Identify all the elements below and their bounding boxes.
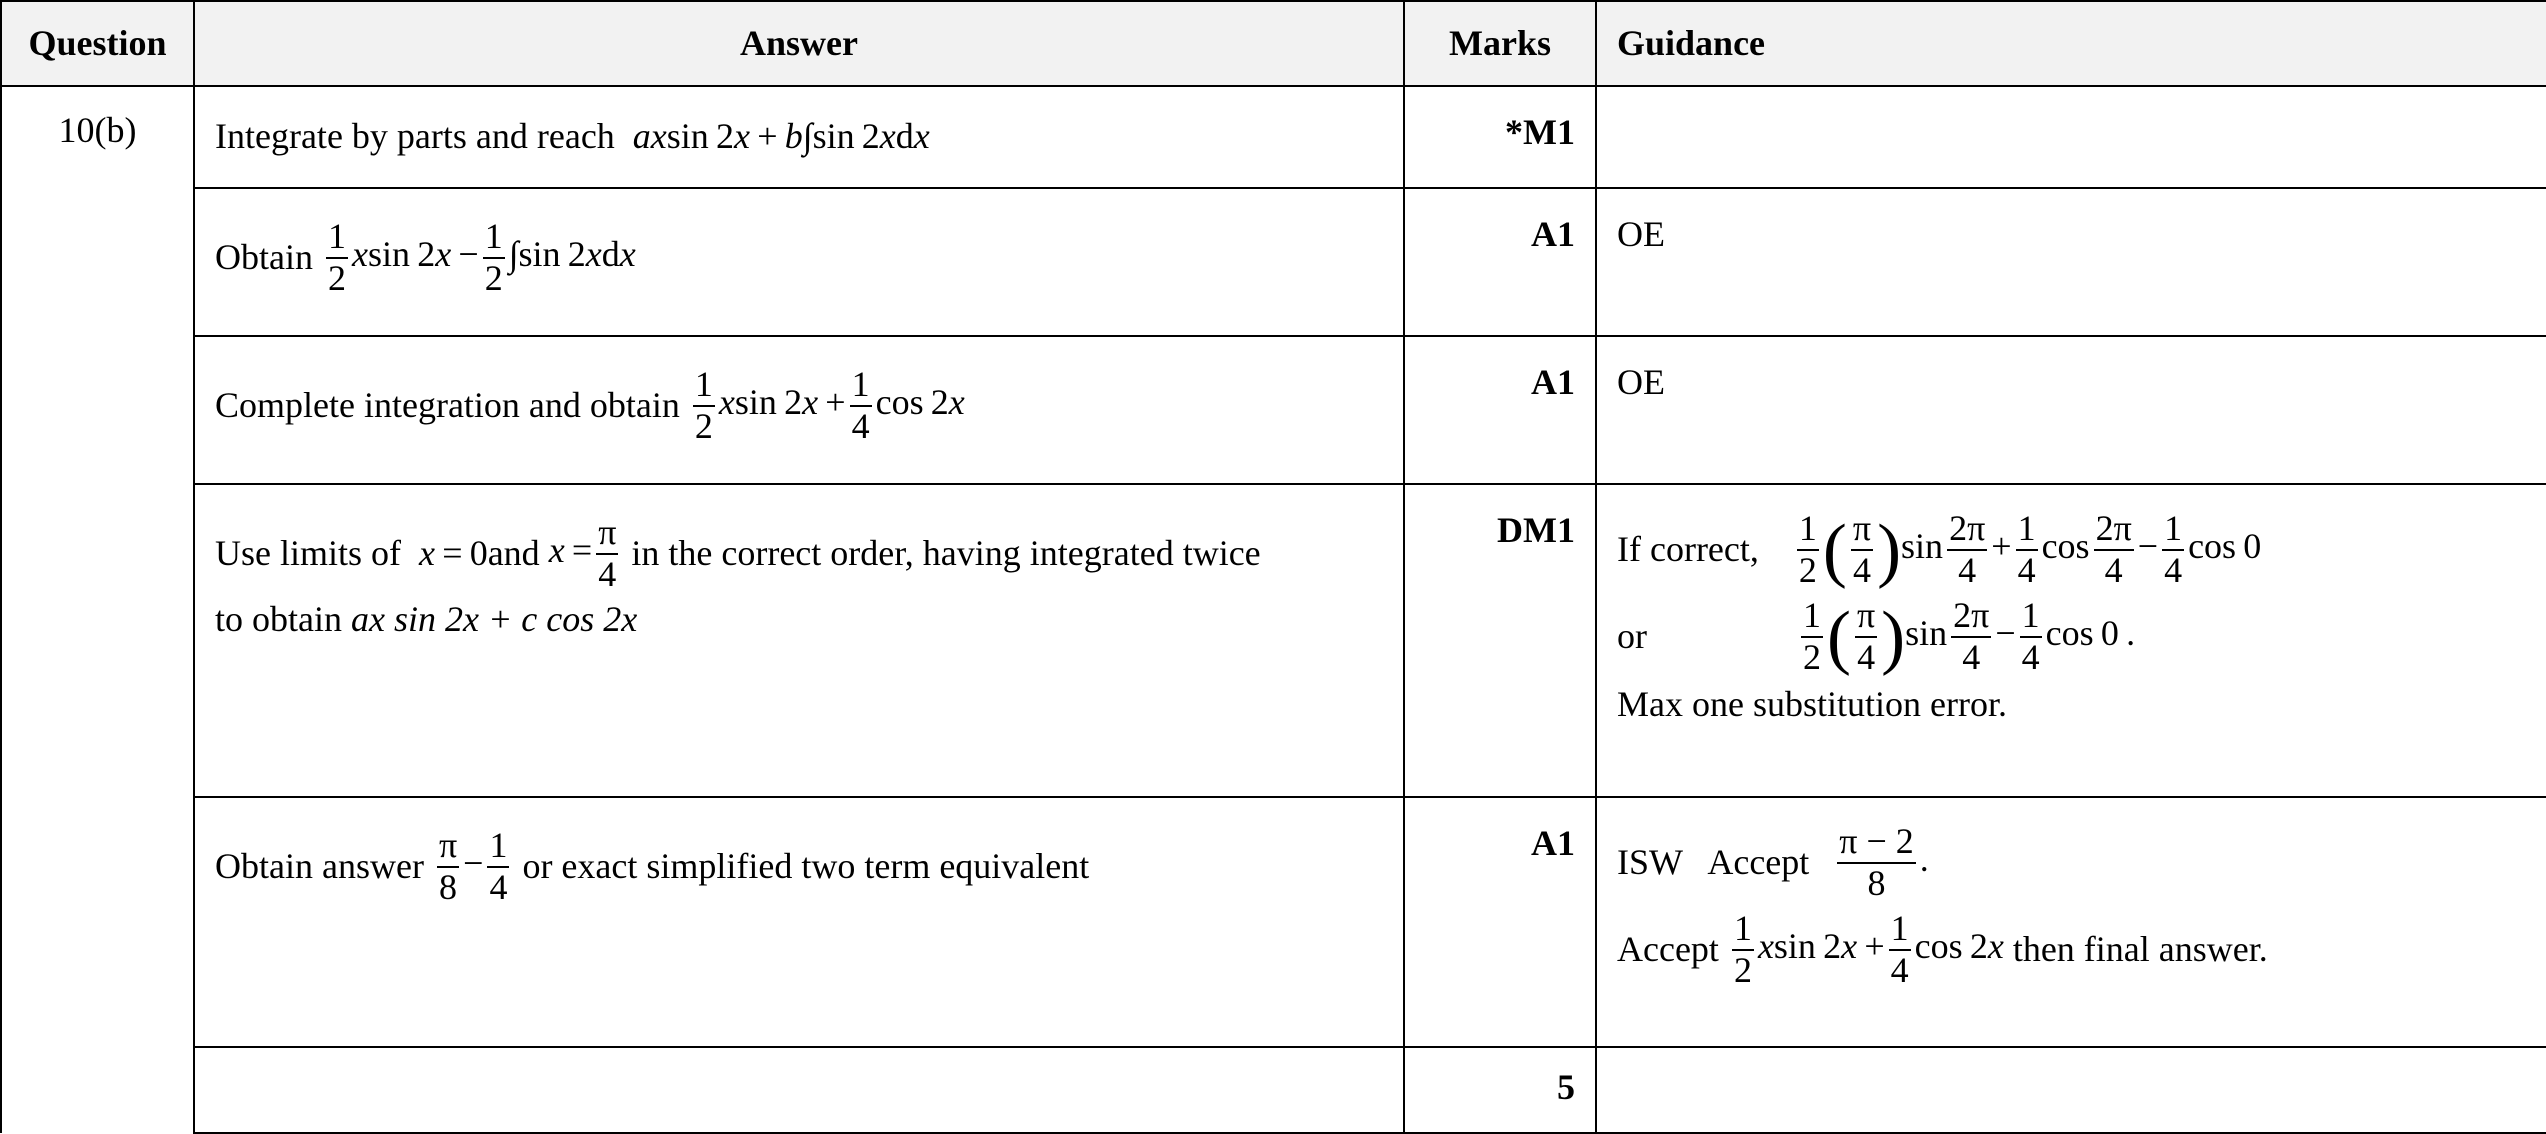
answer-text: and — [487, 533, 540, 573]
answer-math: axsin 2x + b∫sin 2xdx — [632, 116, 930, 156]
guidance-cell — [1596, 797, 2546, 1047]
marks-cell: A1 — [1404, 188, 1596, 336]
guidance-cell — [1596, 86, 2546, 188]
guidance-cell: OE — [1596, 188, 2546, 336]
guidance-text: or — [1617, 616, 1647, 657]
total-row — [1, 1047, 2546, 1133]
answer-math: ax sin 2x + c cos 2x — [350, 599, 638, 640]
marks-cell: DM1 — [1404, 484, 1596, 797]
guidance-text: then final answer. — [2012, 929, 2268, 970]
question-number: 10(b) — [1, 86, 194, 1133]
answer-cell: Use limits of x = 0 and x = $\frac{\pi}{4}$ in the correct order, having integrated twice to obtain ax sin 2x + c cos 2x — [194, 484, 1404, 797]
total-marks: 5 — [1404, 1047, 1596, 1133]
guidance-math: $\frac{1}{2}$ ( $\frac{\pi}{4}$ )sin $\frac{2\pi}{4}$ − $\frac{1}{4}$ cos 0 . — [1803, 595, 2136, 677]
guidance-math: $\frac{\pi - 2}{8}$ . — [1839, 821, 1929, 903]
header-question: Question — [1, 1, 194, 86]
answer-math: $\frac{1}{2}$ xsin 2x + $\frac{1}{4}$ cos 2x — [694, 364, 965, 446]
guidance-cell: OE — [1596, 336, 2546, 484]
answer-cell — [194, 336, 1404, 484]
guidance-text: If correct, — [1617, 529, 1759, 569]
header-answer: Answer — [194, 1, 1404, 86]
guidance-text: ISW Accept — [1617, 842, 1810, 882]
answer-cell — [194, 1047, 1404, 1133]
table-row — [1, 797, 2546, 1047]
answer-cell — [194, 797, 1404, 1047]
guidance-text: Accept — [1617, 929, 1719, 970]
answer-text: Obtain — [215, 237, 313, 277]
answer-cell — [194, 188, 1404, 336]
table-row — [1, 484, 2546, 797]
answer-math: $\frac{1}{2}$ xsin 2x − $\frac{1}{2}$ ∫sin 2xdx — [327, 216, 636, 298]
header-row — [1, 1, 2546, 86]
answer-math: $\frac{\pi}{8}$ − $\frac{1}{4}$ — [438, 825, 508, 907]
answer-text: Obtain answer — [215, 846, 424, 886]
answer-text: to obtain — [215, 599, 342, 640]
guidance-math: $\frac{1}{2}$ xsin 2x + $\frac{1}{4}$ cos 2x — [1733, 908, 2004, 990]
marks-cell: *M1 — [1404, 86, 1596, 188]
table-row — [1, 86, 2546, 188]
header-guidance: Guidance — [1596, 1, 2546, 86]
answer-text: Integrate by parts and reach — [215, 116, 615, 156]
header-marks: Marks — [1404, 1, 1596, 86]
answer-text: Use limits of — [215, 533, 401, 573]
guidance-math: $\frac{1}{2}$ ( $\frac{\pi}{4}$ )sin $\frac{2\pi}{4}$ + $\frac{1}{4}$ cos $\frac{2\pi}{4}$ − $\frac{1}{4}$ cos 0 — [1798, 508, 2262, 590]
guidance-text: Max one substitution error. — [1617, 684, 2007, 725]
answer-text: Complete integration and obtain — [215, 385, 680, 425]
marks-cell: A1 — [1404, 797, 1596, 1047]
table-row — [1, 336, 2546, 484]
guidance-cell — [1596, 1047, 2546, 1133]
answer-text: in the correct order, having integrated twice — [631, 533, 1261, 573]
answer-text: or exact simplified two term equivalent — [522, 846, 1090, 886]
table-row — [1, 188, 2546, 336]
guidance-cell — [1596, 484, 2546, 797]
marks-cell: A1 — [1404, 336, 1596, 484]
answer-cell — [194, 86, 1404, 188]
